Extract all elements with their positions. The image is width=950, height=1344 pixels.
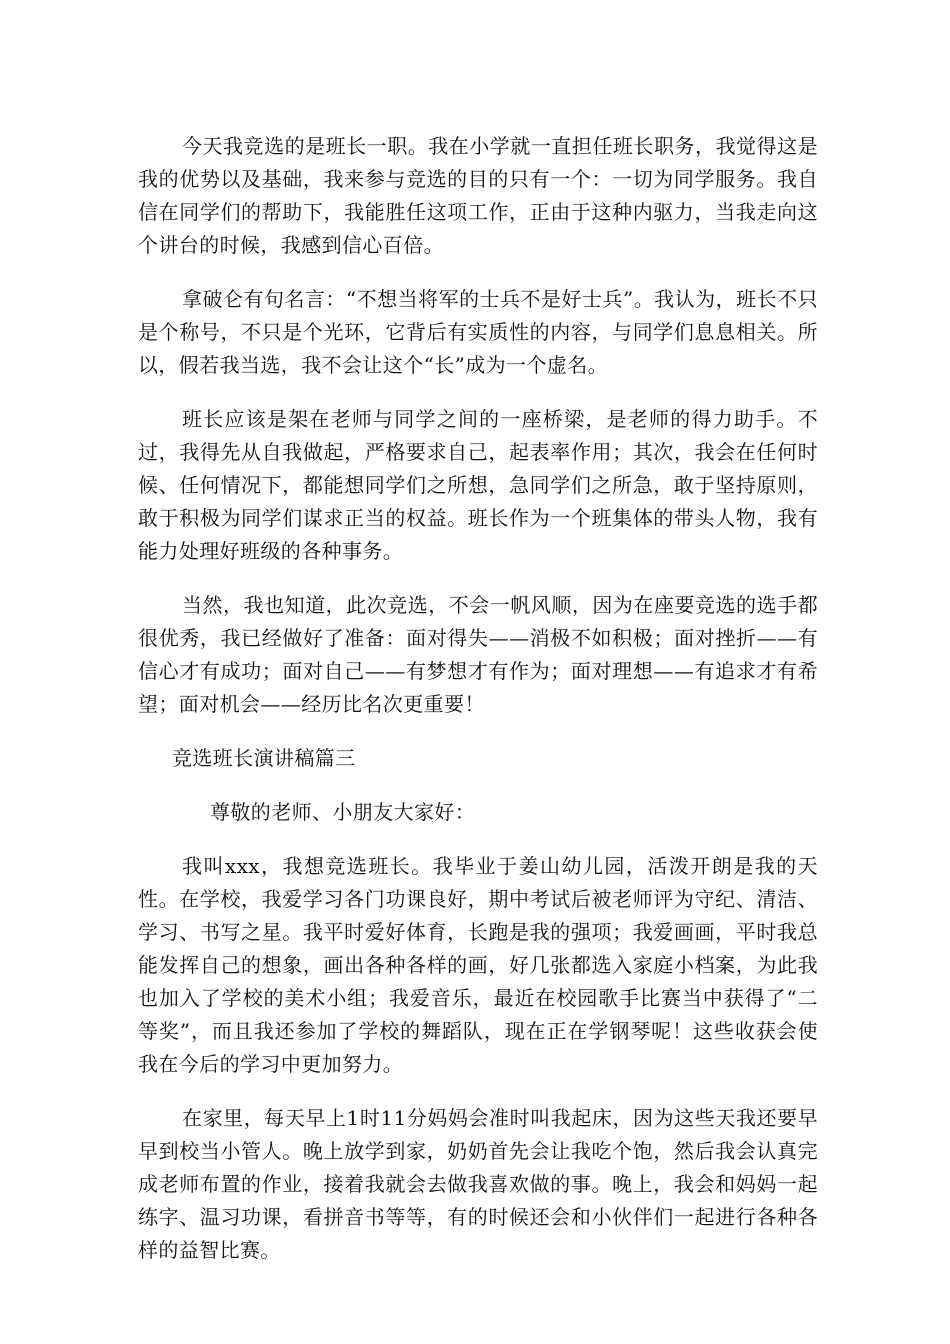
paragraph-monitor-role: 班长应该是架在老师与同学之间的一座桥梁，是老师的得力助手。不过，我得先从自我做起，严格要求自己，起表率作用；其次，我会在任何时候、任何情况下，都能想同学们之所想，急同学们之所急，敢于坚持原则，敢于积极为同学们谋求正当的权益。班长作为一个班集体的带头人物，我有能力处理好班级的各种事务。 bbox=[138, 407, 818, 563]
paragraph-preparation: 当然，我也知道，此次竞选，不会一帆风顺，因为在座要竞选的选手都很优秀，我已经做好了准备：面对得失——消极不如积极；面对挫折——有信心才有成功；面对自己——有梦想才有作为；面对理想——有追求才有希望；面对机会——经历比名次更重要！ bbox=[138, 593, 818, 716]
paragraph-candidacy-intro: 今天我竞选的是班长一职。我在小学就一直担任班长职务，我觉得这是我的优势以及基础，我来参与竞选的目的只有一个：一切为同学服务。我自信在同学们的帮助下，我能胜任这项工作，正由于这种内驱力，当我走向这个讲台的时候，我感到信心百倍。 bbox=[138, 134, 818, 257]
section-heading: 竞选班长演讲稿篇三 bbox=[172, 746, 356, 770]
paragraph-home-life: 在家里，每天早上1时11分妈妈会准时叫我起床，因为这些天我还要早早到校当小管人。晚上放学到家，奶奶首先会让我吃个饱，然后我会认真完成老师布置的作业，接着我就会去做我喜欢做的事。晚上，我会和妈妈一起练字、温习功课，看拼音书等等，有的时候还会和小伙伴们一起进行各种各样的益智比赛。 bbox=[138, 1106, 818, 1262]
document-body bbox=[138, 130, 818, 1288]
greeting-line: 尊敬的老师、小朋友大家好： bbox=[210, 800, 476, 824]
paragraph-napoleon-quote: 拿破仑有句名言：“不想当将军的士兵不是好士兵”。我认为，班长不只是个称号，不只是个光环，它背后有实质性的内容，与同学们息息相关。所以，假若我当选，我不会让这个“长”成为一个虚名。 bbox=[138, 287, 818, 377]
paragraph-self-introduction: 我叫xxx，我想竞选班长。我毕业于姜山幼儿园，活泼开朗是我的天性。在学校，我爱学习各门功课良好，期中考试后被老师评为守纪、清洁、学习、书写之星。我平时爱好体育，长跑是我的强项；我爱画画，平时我总能发挥自己的想象，画出各种各样的画，好几张都选入家庭小档案，为此我也加入了学校的美术小组；我爱音乐，最近在校园歌手比赛当中获得了“二等奖”，而且我还参加了学校的舞蹈队，现在正在学钢琴呢！这些收获会使我在今后的学习中更加努力。 bbox=[138, 854, 818, 1076]
